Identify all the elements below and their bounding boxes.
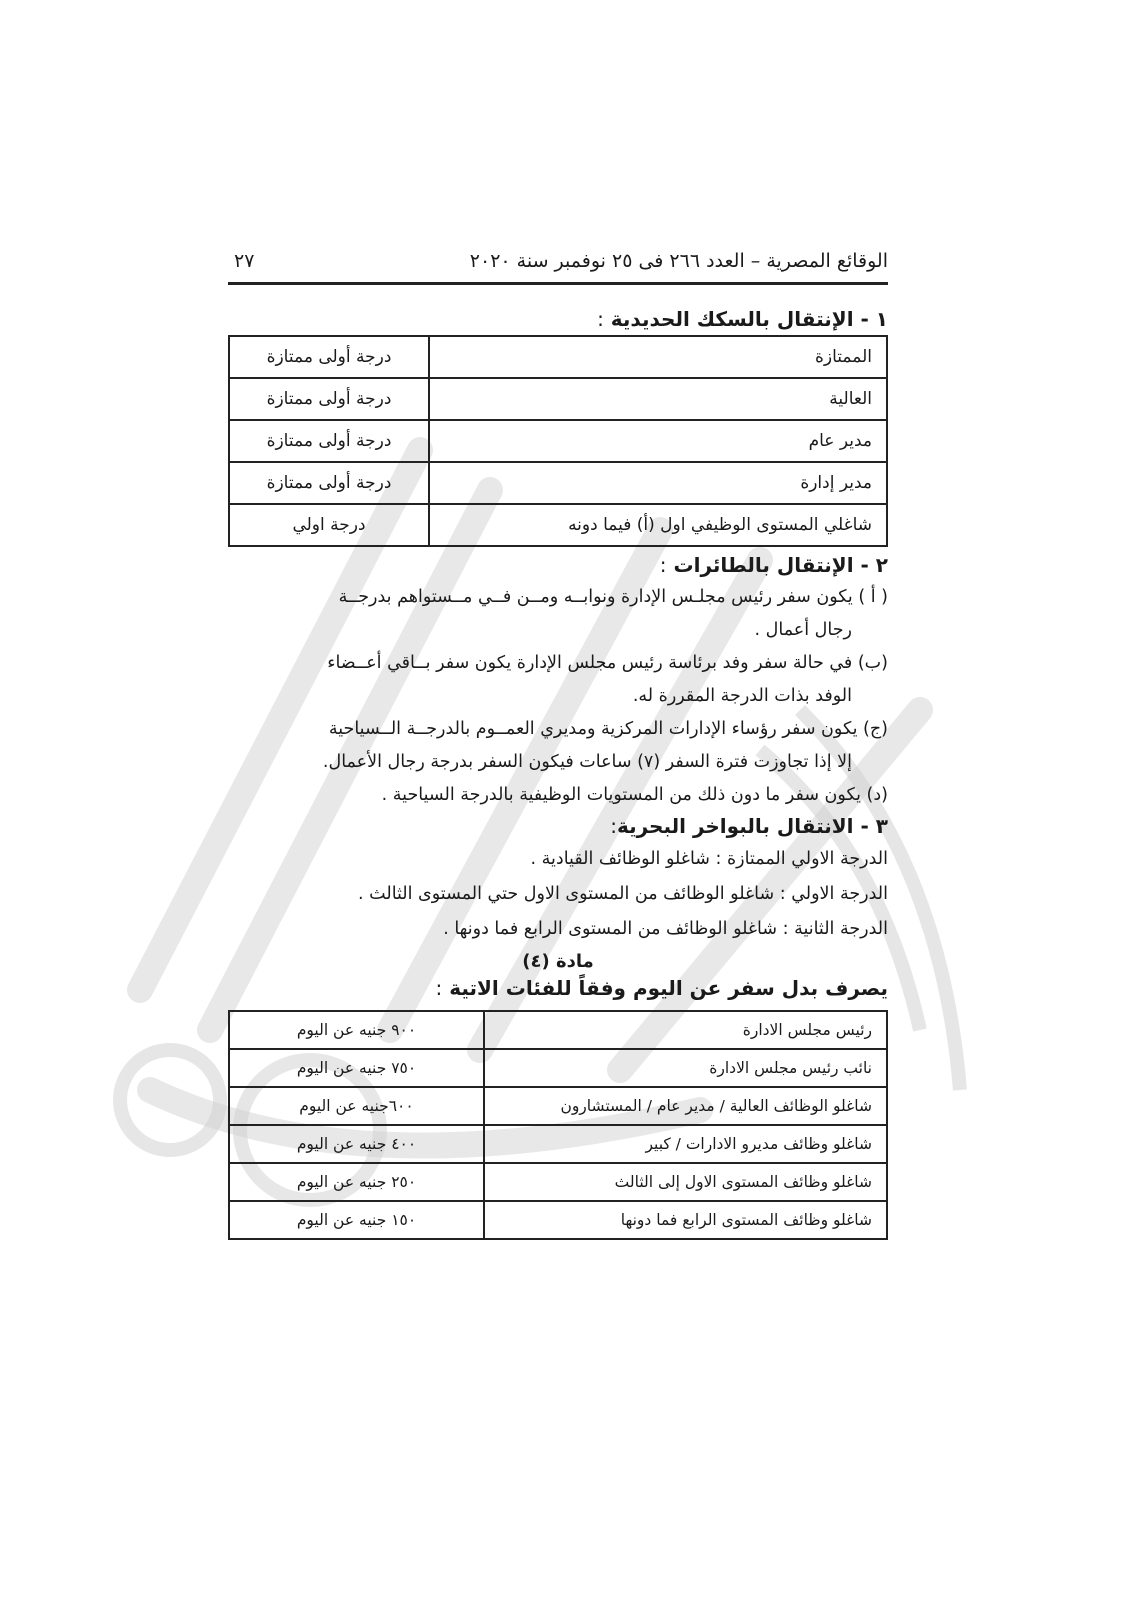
role-cell: نائب رئيس مجلس الادارة (484, 1049, 887, 1087)
table-row (229, 1125, 887, 1163)
railway-table (228, 335, 888, 547)
gazette-page (228, 250, 888, 1240)
amount-cell: ٦٠٠جنيه عن اليوم (229, 1087, 484, 1125)
planes-item-a: ( أ ) يكون سفر رئيس مجلـس الإدارة ونوابــه ومــن فــي مــستواهم بدرجــة رجال أعمال . (338, 587, 888, 640)
amount-cell: ١٥٠ جنيه عن اليوم (229, 1201, 484, 1239)
ships-line: الدرجة الثانية : شاغلو الوظائف من المستوى الرابع فما دونها . (443, 919, 888, 939)
table-row (229, 1201, 887, 1239)
class-cell: درجة أولى ممتازة (229, 462, 429, 504)
level-cell: العالية (429, 378, 887, 420)
level-cell: مدير عام (429, 420, 887, 462)
class-cell: درجة أولى ممتازة (229, 378, 429, 420)
planes-item-b: (ب) في حالة سفر وفد برئاسة رئيس مجلس الإدارة يكون سفر بــاقي أعــضاء الوفد بذات الدرجة المقررة له. (327, 653, 888, 706)
table-row (229, 1011, 887, 1049)
page-number: ٢٧ (234, 250, 255, 272)
header-title: الوقائع المصرية – العدد ٢٦٦ فى ٢٥ نوفمبر سنة ٢٠٢٠ (469, 250, 888, 272)
level-cell: الممتازة (429, 336, 887, 378)
planes-item-d: (د) يكون سفر ما دون ذلك من المستويات الوظيفية بالدرجة السياحية . (381, 785, 888, 805)
planes-heading: ٢ - الإنتقال بالطائرات : (659, 553, 888, 577)
table-row (229, 378, 887, 420)
class-cell: درجة أولى ممتازة (229, 420, 429, 462)
amount-cell: ٩٠٠ جنيه عن اليوم (229, 1011, 484, 1049)
railway-heading: ١ - الإنتقال بالسكك الحديدية : (597, 307, 888, 331)
ships-line: الدرجة الاولي الممتازة : شاغلو الوظائف القيادية . (530, 849, 888, 869)
table-row (229, 462, 887, 504)
allowance-table (228, 1010, 888, 1240)
role-cell: شاغلو الوظائف العالية / مدير عام / المستشارون (484, 1087, 887, 1125)
amount-cell: ٢٥٠ جنيه عن اليوم (229, 1163, 484, 1201)
table-row (229, 1087, 887, 1125)
article-heading: يصرف بدل سفر عن اليوم وفقاً للفئات الاتية : (435, 976, 888, 1000)
table-row (229, 1049, 887, 1087)
role-cell: شاغلو وظائف المستوى الرابع فما دونها (484, 1201, 887, 1239)
page-header (228, 250, 888, 285)
planes-item-c: (ج) يكون سفر رؤساء الإدارات المركزية ومديري العمــوم بالدرجــة الــسياحية إلا إذا تجاوزت فترة السفر (٧) ساعات فيكون السفر بدرجة رجال الأعمال. (322, 719, 888, 772)
amount-cell: ٤٠٠ جنيه عن اليوم (229, 1125, 484, 1163)
article-title: مادة (٤) (522, 951, 594, 972)
class-cell: درجة أولى ممتازة (229, 336, 429, 378)
table-row (229, 420, 887, 462)
role-cell: شاغلو وظائف المستوى الاول إلى الثالث (484, 1163, 887, 1201)
level-cell: مدير إدارة (429, 462, 887, 504)
ships-heading: ٣ - الانتقال بالبواخر البحرية: (610, 814, 888, 838)
ships-line: الدرجة الاولي : شاغلو الوظائف من المستوى الاول حتي المستوى الثالث . (358, 884, 888, 904)
table-row (229, 1163, 887, 1201)
level-cell: شاغلي المستوى الوظيفي اول (أ) فيما دونه (429, 504, 887, 546)
table-row (229, 336, 887, 378)
role-cell: شاغلو وظائف مديرو الادارات / كبير (484, 1125, 887, 1163)
role-cell: رئيس مجلس الادارة (484, 1011, 887, 1049)
class-cell: درجة اولي (229, 504, 429, 546)
amount-cell: ٧٥٠ جنيه عن اليوم (229, 1049, 484, 1087)
table-row (229, 504, 887, 546)
